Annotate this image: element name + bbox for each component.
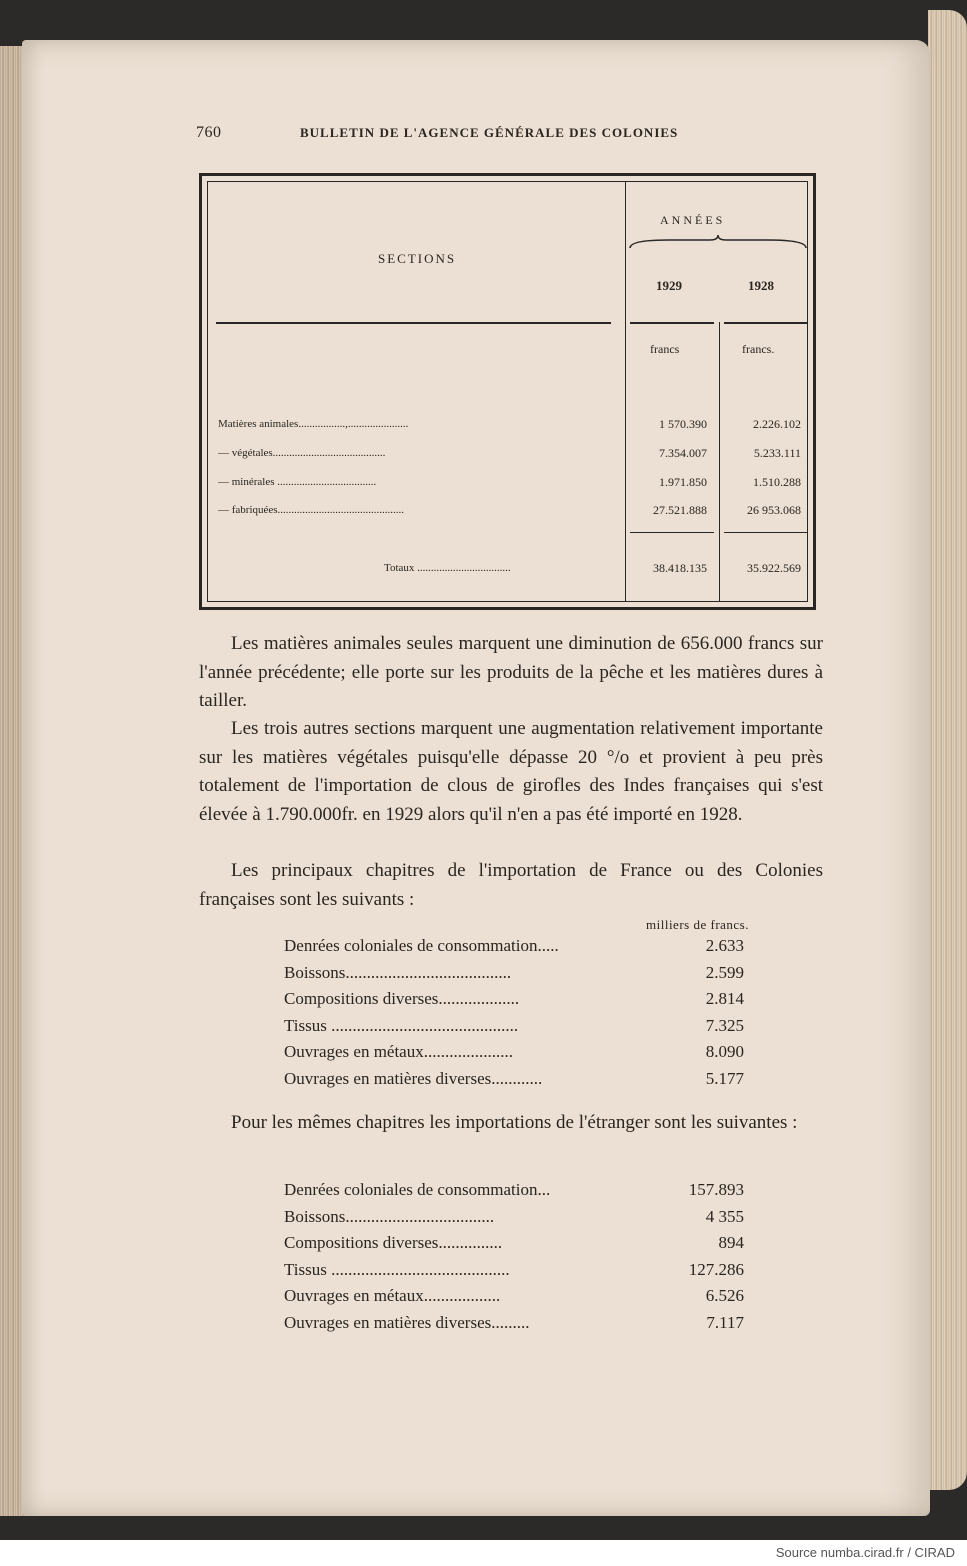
list-item-value: 7.325	[705, 1015, 744, 1035]
list-item-label: Boissons...................................	[284, 1206, 495, 1226]
table-row-label: Matières animales.................,......................	[218, 418, 409, 430]
paragraph	[199, 715, 823, 829]
list-item	[284, 1313, 744, 1340]
unit-label: francs	[650, 342, 680, 356]
paragraph-text: Les principaux chapitres de l'importation de France ou des Colonies françaises sont les suivants :	[199, 860, 823, 910]
list-item-value: 7.117	[706, 1312, 744, 1332]
paragraph-text: Pour les mêmes chapitres les importations de l'étranger sont les suivantes :	[231, 1112, 798, 1133]
list-item	[284, 1233, 744, 1260]
total-1928: 35.922.569	[747, 561, 801, 575]
list-item-label: Tissus ..........................................	[284, 1259, 510, 1279]
sections-table	[199, 173, 816, 610]
list-item-label: Compositions diverses...................	[284, 989, 520, 1008]
total-rule	[630, 532, 714, 533]
brace-icon	[628, 234, 808, 250]
table-row-label: — minérales ....................................	[218, 476, 377, 488]
total-label: Totaux ..................................	[384, 562, 511, 574]
list-item	[284, 1042, 744, 1069]
list-item-label: Compositions diverses...............	[284, 1233, 503, 1252]
header-rule	[216, 322, 611, 324]
list-item-label: Ouvrages en métaux..................	[284, 1286, 501, 1305]
list-item-value: 2.633	[705, 936, 744, 955]
list-item-label: Denrées coloniales de consommation.....	[284, 936, 559, 955]
sections-header: SECTIONS	[378, 251, 457, 266]
france-import-list	[284, 936, 744, 1095]
foreign-import-list	[284, 1180, 744, 1339]
list-item-label: Ouvrages en matières diverses............	[284, 1068, 543, 1088]
paragraph-text: Les matières animales seules marquent une diminution de 656.000 francs sur l'année précédente; elle porte sur les produits de la pêche et les matières dures à tailler.	[199, 633, 823, 711]
column-divider	[625, 182, 626, 601]
list-item	[284, 1016, 744, 1043]
list-item	[284, 963, 744, 990]
paragraph-text: Les trois autres sections marquent une augmentation relativement importante sur les matières végétales puisqu'elle dépasse 20 °/o et provient à peu près totalement de l'importation de clous de girofles des Indes françaises qui s'est élevée à 1.790.000fr. en 1929 alors qu'il n'en a pas été importé en 1928.	[199, 718, 823, 825]
list-item-label: Denrées coloniales de consommation...	[284, 1180, 551, 1199]
list-unit-label: milliers de francs.	[646, 917, 749, 932]
list-item-label: Tissus ............................................	[284, 1015, 519, 1035]
list-item	[284, 1180, 744, 1207]
paragraph	[199, 1109, 823, 1138]
list-item-label: Ouvrages en métaux.....................	[284, 1042, 513, 1061]
list-item-value: 6.526	[705, 1286, 744, 1305]
paragraph	[199, 630, 823, 716]
list-item-label: Ouvrages en matières diverses.........	[284, 1312, 530, 1332]
paragraph	[199, 857, 823, 914]
table-cell-1929: 7.354.007	[659, 446, 707, 460]
header-rule	[630, 322, 714, 324]
table-cell-1929: 27.521.888	[653, 503, 707, 517]
years-header: ANNÉES	[660, 213, 726, 227]
list-item-value: 5.177	[705, 1068, 744, 1088]
unit-label: francs.	[742, 342, 775, 356]
list-item-value: 2.599	[705, 962, 744, 982]
list-item-value: 4 355	[705, 1206, 744, 1226]
table-row-label: — végétales.........................................	[218, 447, 386, 459]
year-1929-header: 1929	[656, 278, 682, 293]
running-title: BULLETIN DE L'AGENCE GÉNÉRALE DES COLONIES	[300, 125, 679, 140]
page-number: 760	[196, 124, 222, 141]
table-cell-1929: 1.971.850	[659, 475, 707, 489]
year-1928-header: 1928	[748, 278, 774, 293]
table-row-label: — fabriquées..............................................	[218, 504, 405, 516]
list-item-value: 894	[718, 1233, 744, 1252]
table-cell-1928: 1.510.288	[753, 475, 801, 489]
book-edge-right	[928, 10, 967, 1490]
table-inner-border	[207, 181, 808, 602]
source-credit: Source numba.cirad.fr / CIRAD	[775, 1545, 955, 1560]
list-item	[284, 1207, 744, 1234]
total-rule	[724, 532, 808, 533]
table-cell-1929: 1 570.390	[659, 417, 707, 431]
list-item-value: 127.286	[688, 1259, 744, 1279]
list-item	[284, 936, 744, 963]
list-item	[284, 1286, 744, 1313]
table-cell-1928: 2.226.102	[753, 417, 801, 431]
list-item-value: 157.893	[688, 1180, 744, 1199]
table-cell-1928: 5.233.111	[753, 446, 801, 460]
total-1929: 38.418.135	[653, 561, 707, 575]
table-cell-1928: 26 953.068	[747, 503, 801, 517]
list-item	[284, 1069, 744, 1096]
list-item	[284, 989, 744, 1016]
column-divider	[719, 322, 720, 601]
header-rule	[724, 322, 808, 324]
list-item-value: 2.814	[705, 989, 744, 1008]
list-item	[284, 1260, 744, 1287]
list-item-label: Boissons.......................................	[284, 962, 512, 982]
list-item-value: 8.090	[705, 1042, 744, 1061]
